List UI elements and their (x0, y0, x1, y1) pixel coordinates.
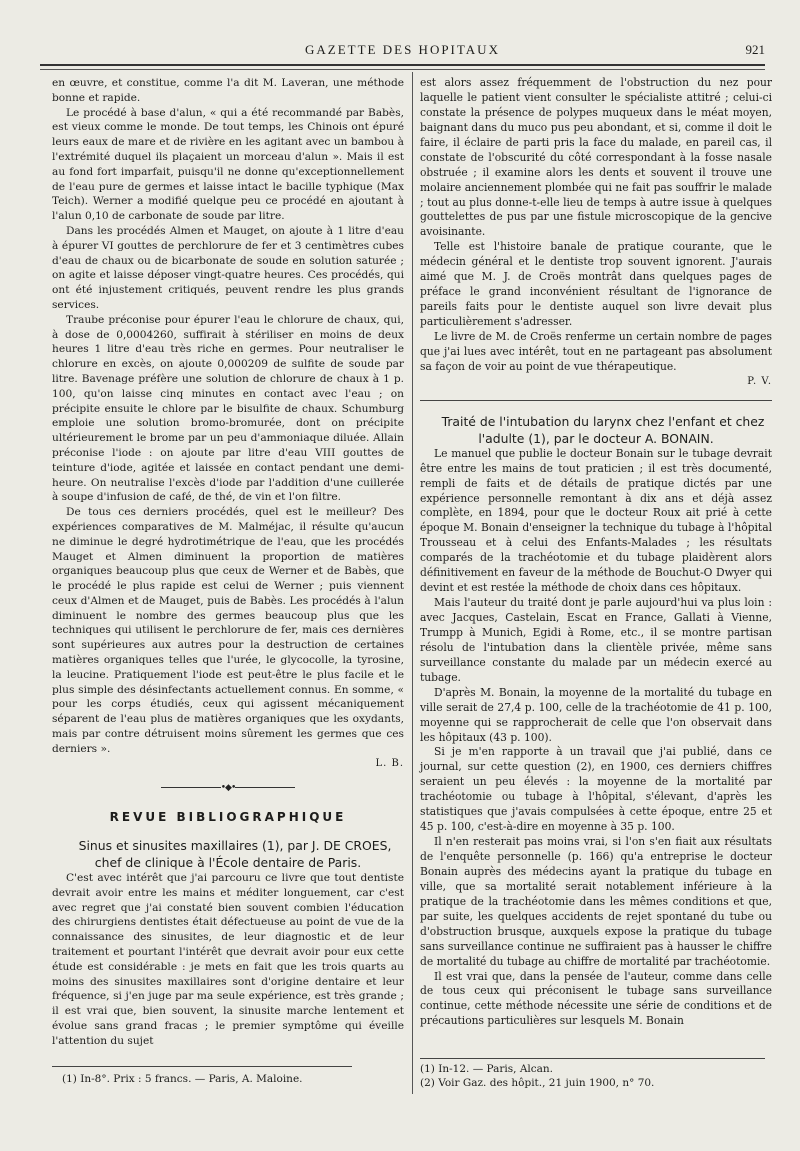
paragraph: Il est vrai que, dans la pensée de l'auteur, comme dans celle de tous ceux qui préconisent le tubage sans surveillance continue, cette méthode nécessite une série de conditions et de précautions particulières sur lesquels M. Bonain (420, 969, 772, 1028)
signature: P. V. (747, 375, 772, 387)
page-header (40, 40, 765, 62)
paragraph: De tous ces derniers procédés, quel est le meilleur? Des expériences comparatives de M. Malméjac, il résulte qu'aucun ne diminue le degré hydrotimétrique de l'eau, que les procédés Mauget et Almen diminuent la proportion de matières organiques beaucoup plus que ceux de Werner et de Babès, que le procédé le plus rapide est celui de Werner ; puis viennent ceux d'Almen et de Mauget, puis de Babès. Les procédés à l'alun diminuent le nombre des germes beaucoup plus que les techniques qui utilisent le perchlorure de fer, mais ces dernières sont supérieures aux autres pour la destruction de certaines matières organiques telles que l'urée, le glycocolle, la tyrosine, la leucine. Pratiquement l'iode est peut-être le plus facile et le plus simple des désinfectants actuellement connus. En somme, « pour les corps étudiés, ceux qui agissent mécaniquement séparent de l'eau plus de matières organiques que les oxydants, mais par contre détruisent moins sûrement les germes que ces derniers ». (52, 506, 404, 755)
header-rule (40, 64, 765, 66)
page-number: 921 (745, 42, 765, 57)
paragraph: D'après M. Bonain, la moyenne de la mortalité du tubage en ville serait de 27,4 p. 100, celle de la trachéotomie de 41 p. 100, moyenne qui se rapprocherait de celle que l'on observait dans les hôpitaux (43 p. 100). (420, 685, 772, 744)
article-title: Traité de l'intubation du larynx chez l'enfant et chez l'adulte (1), par le docteur A. BONAIN. (441, 413, 765, 446)
paragraph: Le manuel que publie le docteur Bonain sur le tubage devrait être entre les mains de tout praticien ; il est très documenté, rempli de faits et de détails de pratique dictés par une expérience personnelle remontant à dix ans et déjà assez complète, en 1894, pour que le docteur Roux ait prié à cette époque M. Bonain d'enseigner la technique du tubage à l'hôpital Trousseau et à celui des Enfants-Malades ; les résultats comparés de la trachéotomie et du tubage plaidèrent alors définitivement en faveur de la méthode de Bouchut-O Dwyer qui devint et est restée la méthode de choix dans ces hôpitaux. (420, 446, 772, 595)
paragraph: Le procédé à base d'alun, « qui a été recommandé par Babès, est vieux comme le monde. De tout temps, les Chinois ont épuré leurs eaux de mare et de rivière en les agitant avec un bambou à l'extrémité duquel ils plaçaient un morceau d'alun ». Mais il est au fond fort imparfait, puisqu'il ne donne qu'exceptionnellement de l'eau pure de germes et laisse intact le bacille typhique (Max Teich). Werner a modifié quelque peu ce procédé en ajoutant à l'alun 0,10 de carbonate de soude par litre. (52, 106, 404, 223)
column-divider (412, 72, 413, 1094)
signature: L. B. (375, 757, 404, 769)
paragraph: Traube préconise pour épurer l'eau le chlorure de chaux, qui, à dose de 0,0004260, suffirait à stériliser en moins de deux heures 1 litre d'eau très riche en germes. Pour neutraliser le chlorure en excès, on ajoute 0,000209 de sulfite de soude par litre. Bavenage préfère une solution de chlorure de chaux à 1 p. 100, qu'on laisse cinq minutes en contact avec l'eau ; on précipite ensuite le chlore par le bisulfite de chaux. Schumburg emploie une solution bromo-bromurée, dont on précipite ultérieurement le brome par un peu d'ammoniaque diluée. Allain préconise l'iode : on ajoute par litre d'eau VIII gouttes de teinture d'iode, agitée et laissée en contact pendant une demi-heure. On neutralise l'excès d'iode par l'addition d'une cuillerée à soupe d'infusion de café, de thé, de vin et l'on filtre. (52, 313, 404, 504)
running-title: GAZETTE DES HOPITAUX (305, 42, 500, 57)
footnote: (1) In-12. — Paris, Alcan. (420, 1063, 554, 1075)
paragraph: est alors assez fréquemment de l'obstruction du nez pour laquelle le patient vient consulter le spécialiste attitré ; celui-ci constate la présence de polypes muqueux dans le méat moyen, baignant dans du muco pus peu abondant, et si, comme il doit le faire, il éclaire de parti pris la face du malade, en pareil cas, il constate de l'obscurité du côté correspondant à la fosse nasale obstruée ; il examine alors les dents et souvent il trouve une molaire anciennement plombée qui ne fait pas souffrir le malade ; tout au plus donne-t-elle lieu de temps à autre issue à quelques gouttelettes de pus par une fistule microscopique de la gencive avoisinante. (420, 76, 772, 239)
paragraph: Dans les procédés Almen et Mauget, on ajoute à 1 litre d'eau à épurer VI gouttes de perchlorure de fer et 3 centimètres cubes d'eau de chaux ou de bicarbonate de soude en solution saturée ; on agite et laisse déposer vingt-quatre heures. Ces procédés, qui ont été injustement critiqués, peuvent rendre les plus grands services. (52, 224, 404, 311)
left-column (52, 76, 404, 1049)
footnote-rule (420, 1058, 765, 1059)
paragraph: Telle est l'histoire banale de pratique courante, que le médecin général et le dentiste trop souvent ignorent. J'aurais aimé que M. J. de Croës montrât dans quelques pages de préface le grand inconvénient résultant de l'ignorance de pareils faits pour le dentiste auquel son livre devait plus particulièrement s'adresser. (420, 240, 772, 328)
header-rule-thin (40, 69, 765, 70)
paragraph: Il n'en resterait pas moins vrai, si l'on s'en fiait aux résultats de l'enquête personnelle (p. 166) qu'a entreprise le docteur Bonain auprès des médecins ayant la pratique du tubage en ville, que sa mortalité serait notablement inférieure à la pratique de la trachéotomie dans les mêmes conditions et que, par suite, les quelques accidents de rejet spontané du tube ou d'obstruction brusque, auxquels expose la pratique du tubage sans surveillance continue ne suffiraient pas à hausser le chiffre de mortalité du tubage au chiffre de mortalité par trachéotomie. (420, 835, 772, 968)
article-separator (420, 400, 772, 401)
paragraph: Le livre de M. de Croës renferme un certain nombre de pages que j'ai lues avec intérêt, tout en ne partageant pas absolument sa façon de voir au point de vue thérapeutique. (420, 329, 772, 373)
section-title: REVUE BIBLIOGRAPHIQUE (109, 810, 347, 825)
footnotes-left (62, 1072, 402, 1086)
footnotes-right (420, 1062, 765, 1090)
separator-ornament: •◆• (52, 781, 404, 796)
footnote-rule (52, 1066, 352, 1067)
right-column (420, 76, 772, 1029)
footnote: (2) Voir Gaz. des hôpit., 21 juin 1900, n° 70. (420, 1077, 655, 1089)
article-title: Sinus et sinusites maxillaires (1), par J. DE CROES, chef de clinique à l'École dentaire de Paris. (78, 838, 392, 871)
paragraph: Mais l'auteur du traité dont je parle aujourd'hui va plus loin : avec Jacques, Castelain, Escat en France, Gallati à Vienne, Trumpp à Munich, Egidi à Rome, etc., il se montre partisan résolu de l'intubation dans la clientèle privée, même sans surveillance constante du malade par un médecin exercé au tubage. (420, 596, 772, 684)
paragraph: C'est avec intérêt que j'ai parcouru ce livre que tout dentiste devrait avoir entre les mains et méditer longuement, car c'est avec regret que j'ai constaté bien souvent combien l'éducation des chirurgiens dentistes était défectueuse au point de vue de la connaissance des sinusites, de leur diagnostic et de leur traitement et pourtant l'intérêt que devrait avoir pour eux cette étude est considérable : je mets en fait que les trois quarts au moins des sinusites maxillaires sont d'origine dentaire et leur fréquence, si j'en juge par ma seule expérience, est très grande ; il est vrai que, bien souvent, la sinusite marche lentement et évolue sans grand fracas ; le premier symptôme qui éveille l'attention du sujet (52, 872, 404, 1047)
paragraph: Si je m'en rapporte à un travail que j'ai publié, dans ce journal, sur cette question (2), en 1900, ces derniers chiffres seraient un peu élevés : la moyenne de la mortalité par trachéotomie ou tubage à l'hôpital, s'élevant, d'après les statistiques que j'avais compulsées à cette époque, entre 25 et 45 p. 100, c'est-à-dire en moyenne à 35 p. 100. (420, 745, 772, 834)
paragraph: en œuvre, et constitue, comme l'a dit M. Laveran, une méthode bonne et rapide. (52, 77, 404, 104)
footnote: (1) In-8°. Prix : 5 francs. — Paris, A. Maloine. (62, 1073, 303, 1085)
